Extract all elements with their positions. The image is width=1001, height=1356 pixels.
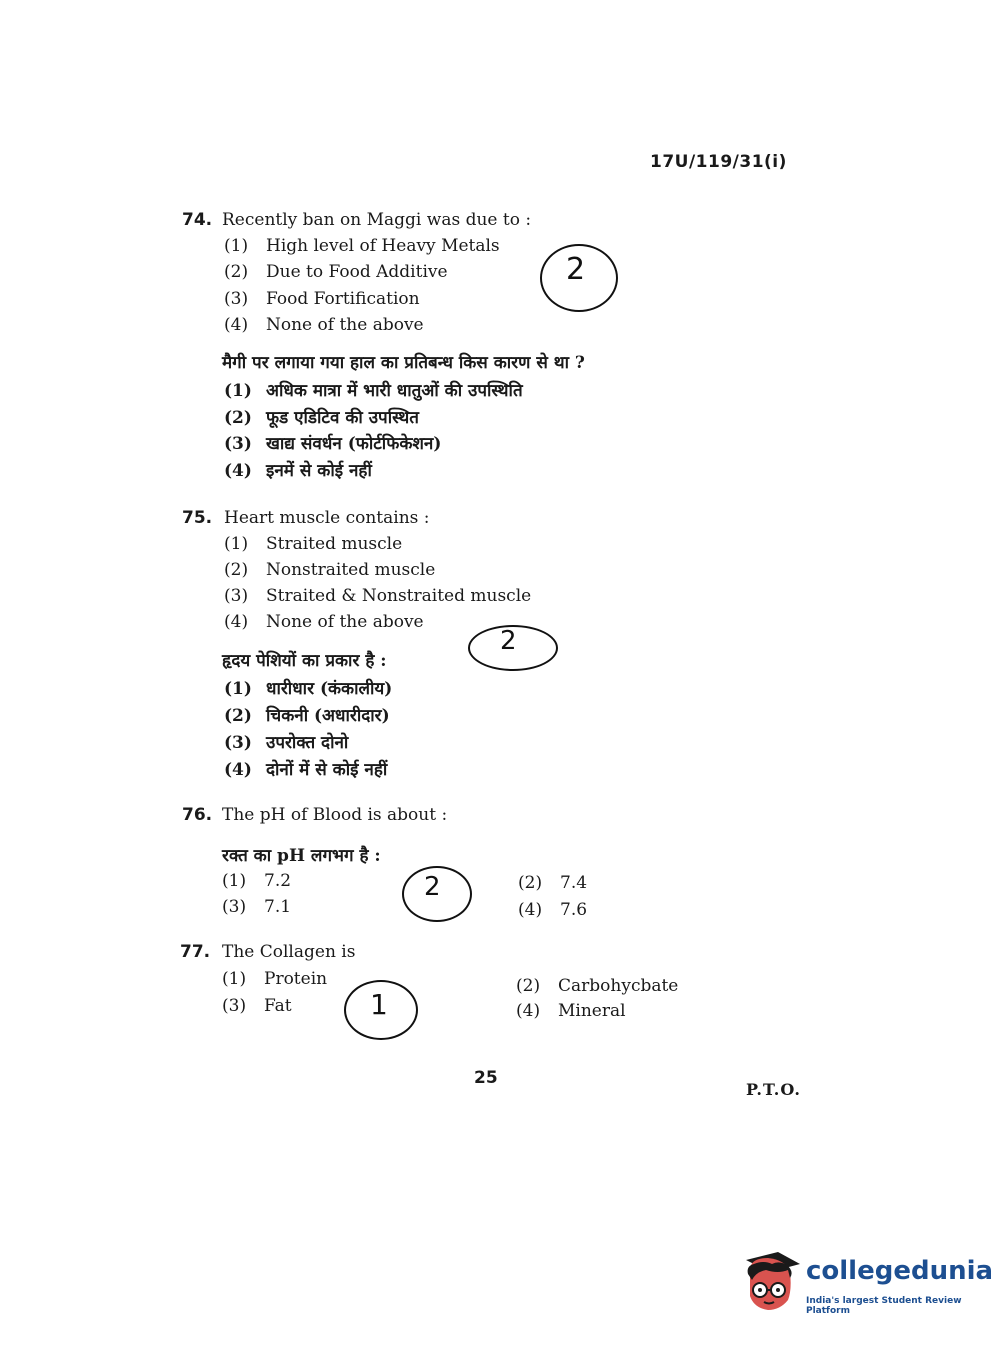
question-number: 74. bbox=[182, 210, 213, 230]
option: (1) High level of Heavy Metals bbox=[224, 236, 500, 256]
option-hindi: (1) अधिक मात्रा में भारी धातुओं की उपस्थिति bbox=[224, 381, 523, 401]
option-hindi: (2) फूड एडिटिव की उपस्थित bbox=[224, 408, 419, 428]
question-text: Recently ban on Maggi was due to : bbox=[222, 210, 532, 230]
option: (4) None of the above bbox=[224, 612, 424, 632]
paper-code: 17U/119/31(i) bbox=[650, 152, 787, 172]
handwritten-answer: 1 bbox=[370, 988, 388, 1021]
option-hindi: (2) चिकनी (अधारीदार) bbox=[224, 706, 390, 726]
option-hindi: (3) खाद्य संवर्धन (फोर्टफिकेशन) bbox=[224, 434, 442, 454]
option: (4) Mineral bbox=[516, 1001, 626, 1021]
page-number: 25 bbox=[474, 1068, 498, 1088]
handwritten-answer: 2 bbox=[424, 872, 441, 902]
collegedunia-logo bbox=[742, 1250, 994, 1320]
question-text-hindi: मैगी पर लगाया गया हाल का प्रतिबन्ध किस कारण से था ? bbox=[222, 353, 585, 373]
question-text: The Collagen is bbox=[222, 942, 356, 962]
question-text-hindi: हृदय पेशियों का प्रकार है : bbox=[222, 651, 387, 671]
question-number: 76. bbox=[182, 805, 213, 825]
option: (2) 7.4 bbox=[518, 873, 588, 893]
option: (1) 7.2 bbox=[222, 871, 292, 891]
option: (2) Carbohycbate bbox=[516, 976, 679, 996]
option: (4) 7.6 bbox=[518, 900, 588, 920]
question-text: Heart muscle contains : bbox=[224, 508, 430, 528]
option: (4) None of the above bbox=[224, 315, 424, 335]
option-hindi: (1) धारीधार (कंकालीय) bbox=[224, 679, 393, 699]
option: (3) Food Fortification bbox=[224, 289, 420, 309]
option: (1) Protein bbox=[222, 969, 328, 989]
option: (2) Nonstraited muscle bbox=[224, 560, 436, 580]
option: (3) 7.1 bbox=[222, 897, 292, 917]
logo-tagline: India's largest Student Review Platform bbox=[806, 1296, 962, 1316]
option-hindi: (4) दोनों में से कोई नहीं bbox=[224, 760, 388, 780]
question-number: 77. bbox=[180, 942, 211, 962]
option-hindi: (4) इनमें से कोई नहीं bbox=[224, 461, 372, 481]
logo-wordmark: collegedunia bbox=[806, 1256, 994, 1286]
question-text-hindi: रक्त का pH लगभग है : bbox=[222, 846, 381, 866]
pto-label: P.T.O. bbox=[746, 1080, 801, 1099]
option: (1) Straited muscle bbox=[224, 534, 403, 554]
option: (3) Straited & Nonstraited muscle bbox=[224, 586, 532, 606]
option-hindi: (3) उपरोक्त दोनो bbox=[224, 733, 349, 753]
option: (2) Due to Food Additive bbox=[224, 262, 448, 282]
handwritten-answer: 2 bbox=[500, 626, 517, 656]
handwritten-answer: 2 bbox=[566, 252, 586, 287]
option: (3) Fat bbox=[222, 996, 292, 1016]
question-number: 75. bbox=[182, 508, 213, 528]
mascot-icon bbox=[742, 1250, 802, 1316]
question-text: The pH of Blood is about : bbox=[222, 805, 448, 825]
